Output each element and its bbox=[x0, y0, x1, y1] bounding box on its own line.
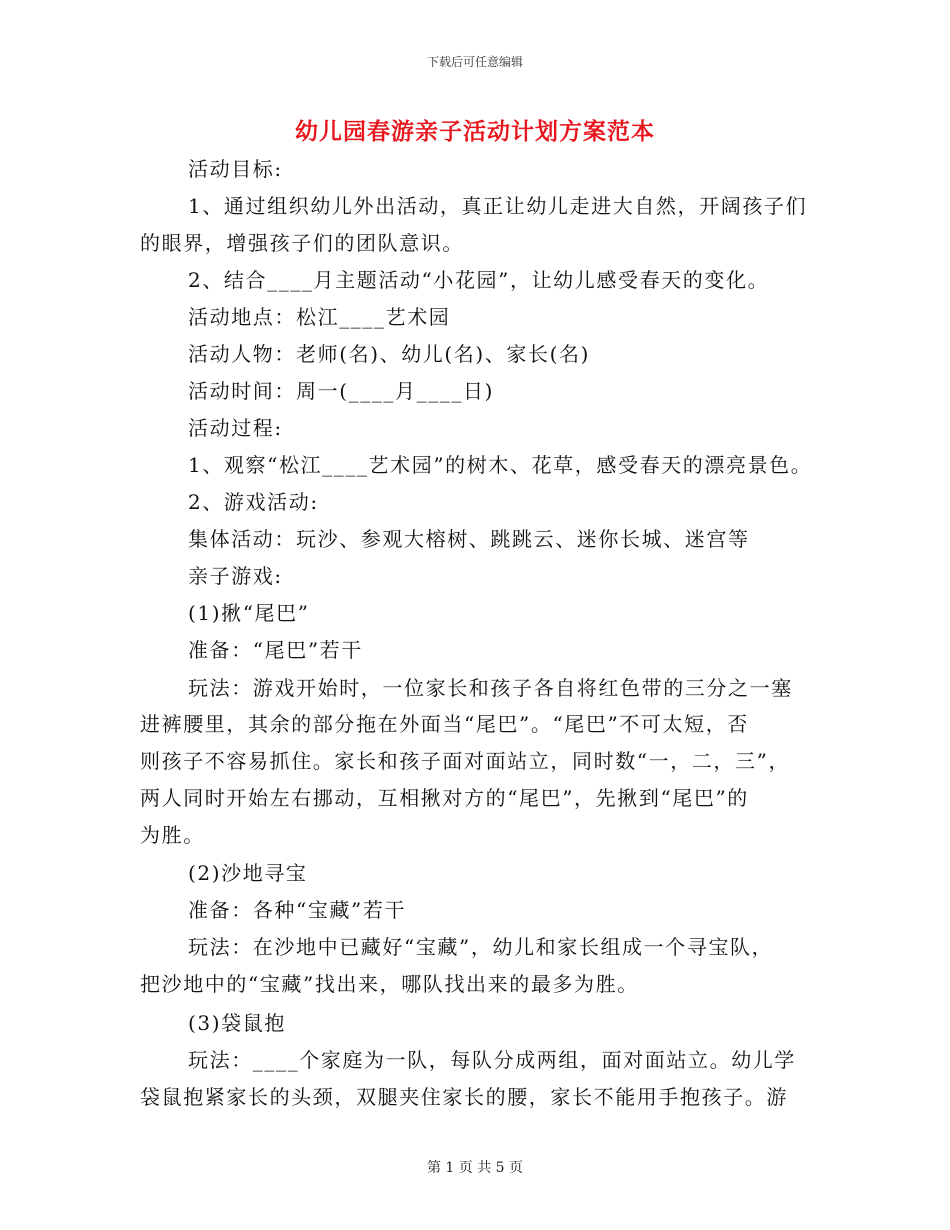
body-line: 玩法：____个家庭为一队，每队分成两组，面对面站立。幼儿学 bbox=[188, 1048, 796, 1072]
body-line: 活动时间：周一(____月____日) bbox=[188, 379, 495, 403]
body-line: 准备：各种“宝藏”若干 bbox=[188, 898, 407, 922]
body-line: 玩法：游戏开始时，一位家长和孩子各自将红色带的三分之一塞 bbox=[188, 676, 793, 700]
body-line: (3)袋鼠抱 bbox=[188, 1011, 286, 1035]
body-line: 玩法：在沙地中已藏好“宝藏”，幼儿和家长组成一个寻宝队， bbox=[188, 935, 774, 959]
body-line: 2、游戏活动: bbox=[188, 490, 319, 514]
document-title: 幼儿园春游亲子活动计划方案范本 bbox=[295, 118, 655, 145]
body-line: 活动地点：松江____艺术园 bbox=[188, 305, 451, 329]
body-line: (1)揪“尾巴” bbox=[188, 601, 310, 625]
body-line: 则孩子不容易抓住。家长和孩子面对面站立，同时数“一，二，三”， bbox=[140, 749, 791, 773]
body-line: 1、观察“松江____艺术园”的树木、花草，感受春天的漂亮景色。 bbox=[188, 453, 813, 477]
body-line: 集体活动：玩沙、参观大榕树、跳跳云、迷你长城、迷宫等 bbox=[188, 527, 750, 551]
body-line: 亲子游戏: bbox=[188, 564, 283, 588]
body-line: 袋鼠抱紧家长的头颈，双腿夹住家长的腰，家长不能用手抱孩子。游 bbox=[140, 1085, 788, 1109]
body-line: 两人同时开始左右挪动，互相揪对方的“尾巴”，先揪到“尾巴”的 bbox=[140, 786, 749, 810]
body-line: 为胜。 bbox=[140, 823, 205, 847]
body-line: 的眼界，增强孩子们的团队意识。 bbox=[140, 231, 464, 255]
body-line: 活动过程: bbox=[188, 416, 283, 440]
body-line: 进裤腰里，其余的部分拖在外面当“尾巴”。“尾巴”不可太短，否 bbox=[140, 712, 749, 736]
body-line: 准备：“尾巴”若干 bbox=[188, 638, 363, 662]
page-number-footer: 第 1 页 共 5 页 bbox=[426, 1160, 524, 1176]
body-line: 2、结合____月主题活动“小花园”，让幼儿感受春天的变化。 bbox=[188, 268, 770, 292]
body-line: 活动目标: bbox=[188, 157, 283, 181]
body-line: 1、通过组织幼儿外出活动，真正让幼儿走进大自然，开阔孩子们 bbox=[188, 194, 808, 218]
body-line: 活动人物：老师(名)、幼儿(名)、家长(名) bbox=[188, 342, 591, 366]
body-line: (2)沙地寻宝 bbox=[188, 861, 308, 885]
page-header-note: 下载后可任意编辑 bbox=[426, 55, 523, 69]
body-line: 把沙地中的“宝藏”找出来，哪队找出来的最多为胜。 bbox=[140, 972, 639, 996]
